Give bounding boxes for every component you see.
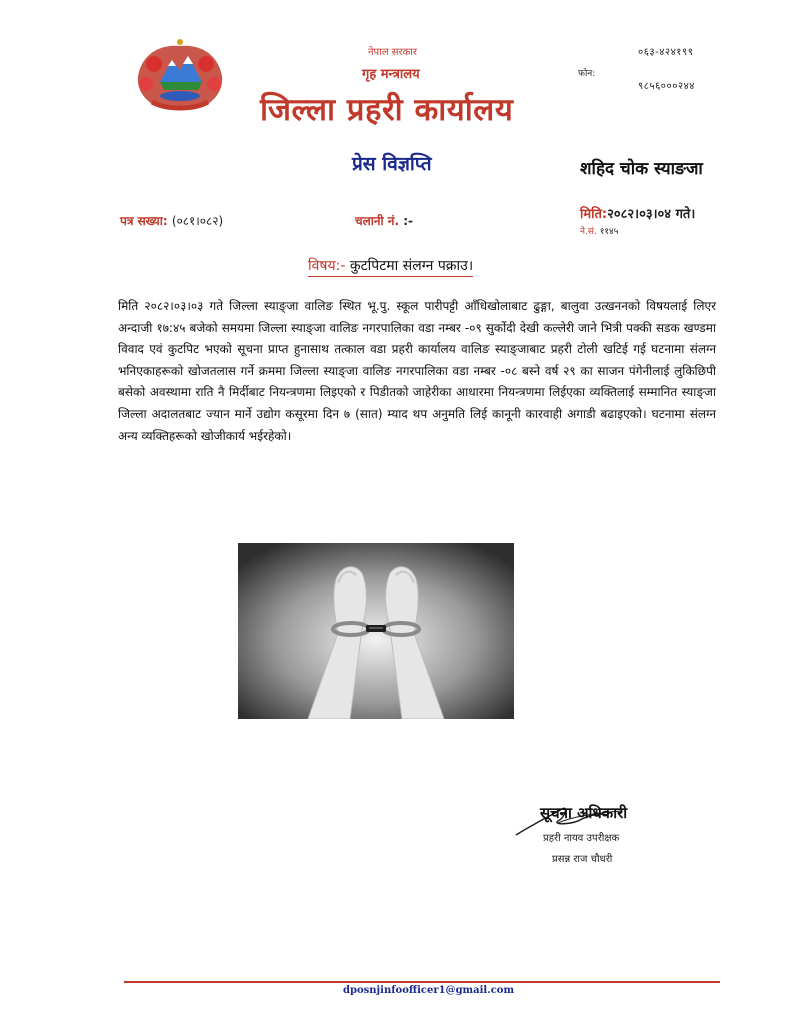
date-line bbox=[580, 204, 695, 222]
nepal-emblem-logo bbox=[130, 36, 230, 114]
footer-divider bbox=[124, 981, 720, 983]
office-location: शहिद चोक स्याङजा bbox=[580, 159, 703, 179]
handcuffed-hands-image bbox=[238, 543, 514, 719]
subject-line bbox=[308, 256, 473, 277]
phone-label: फोन: bbox=[578, 69, 596, 79]
dispatch-label: चलानी नं. bbox=[355, 214, 400, 228]
ns-label: ने.सं. bbox=[580, 227, 597, 237]
dispatch-number bbox=[355, 212, 413, 229]
reference-value: (०८१।०८२) bbox=[171, 214, 224, 228]
signatory-rank: प्रहरी नायव उपरीक्षक bbox=[543, 833, 620, 844]
signatory-title: सूचना अधिकारी bbox=[540, 804, 628, 822]
office-title: जिल्ला प्रहरी कार्यालय bbox=[260, 92, 514, 128]
press-release-title: प्रेस विज्ञप्ति bbox=[352, 153, 432, 175]
government-name: नेपाल सरकार bbox=[368, 47, 417, 58]
nepal-sambat-line bbox=[580, 224, 618, 237]
ns-value: ११४५ bbox=[599, 227, 619, 237]
phone-number-2: ९८५६०००२४४ bbox=[638, 81, 695, 92]
subject-text: कुटपिटमा संलग्न पक्राउ। bbox=[349, 258, 474, 274]
reference-label: पत्र सख्या: bbox=[120, 214, 168, 228]
signatory-name: प्रसन्न राज चौधरी bbox=[552, 854, 613, 865]
phone-number-1: ०६३-४२४१९९ bbox=[638, 47, 694, 58]
subject-label: विषय:- bbox=[308, 258, 346, 274]
date-label: मिति: bbox=[580, 207, 608, 222]
dispatch-value: :- bbox=[403, 214, 413, 228]
reference-number bbox=[120, 212, 223, 229]
ministry-name: गृह मन्त्रालय bbox=[362, 67, 420, 82]
date-value: २०८२।०३।०४ गते। bbox=[607, 207, 696, 222]
footer-email-link[interactable]: dposnjinfoofficer1@gmail.com bbox=[343, 985, 515, 996]
press-release-body: मिति २०८२।०३।०३ गते जिल्ला स्याङ्जा वालिङ स्थित भू.पु. स्कूल पारीपट्टी आँधिखोलाबाट ढुङ्गा, बालुवा उत्खननको विषयलाई लिएर अन्दाजी १७:४५ बजेको समयमा जिल्ला स्याङ्जा वालिङ नगरपालिका वडा नम्बर -०९ सुर्कोदी देखी कल्लेरी जाने भित्री पक्की सडक खण्डमा विवाद एवं कुटपिट भएको सूचना प्राप्त हुनासाथ तत्काल वडा प्रहरी कार्यालय वालिङ स्याङ्जाबाट प्रहरी टोली खटिई गई घटनामा संलग्न भनिएकाहरूको खोजतलास गर्ने क्रममा जिल्ला स्याङ्जा वालिङ नगरपालिका वडा नम्बर -०८ बस्ने वर्ष २९ का साजन पंगेनीलाई लुकिछिपी बसेको अवस्थामा राति नै मिर्दीबाट नियन्त्रणमा लिइएको र पिडीतको जाहेरीका आधारमा नियन्त्रणमा लिईएका व्यक्तिलाई सम्मानित स्याङ्जा जिल्ला अदालतबाट ज्यान मार्ने उद्योग कसूरमा दिन ७ (सात) म्याद थप अनुमति लिई कानूनी कारवाही अगाडी बढाइएको। घटनामा संलग्न अन्य व्यक्तिहरूको खोजीकार्य भईरहेको। bbox=[118, 299, 716, 443]
